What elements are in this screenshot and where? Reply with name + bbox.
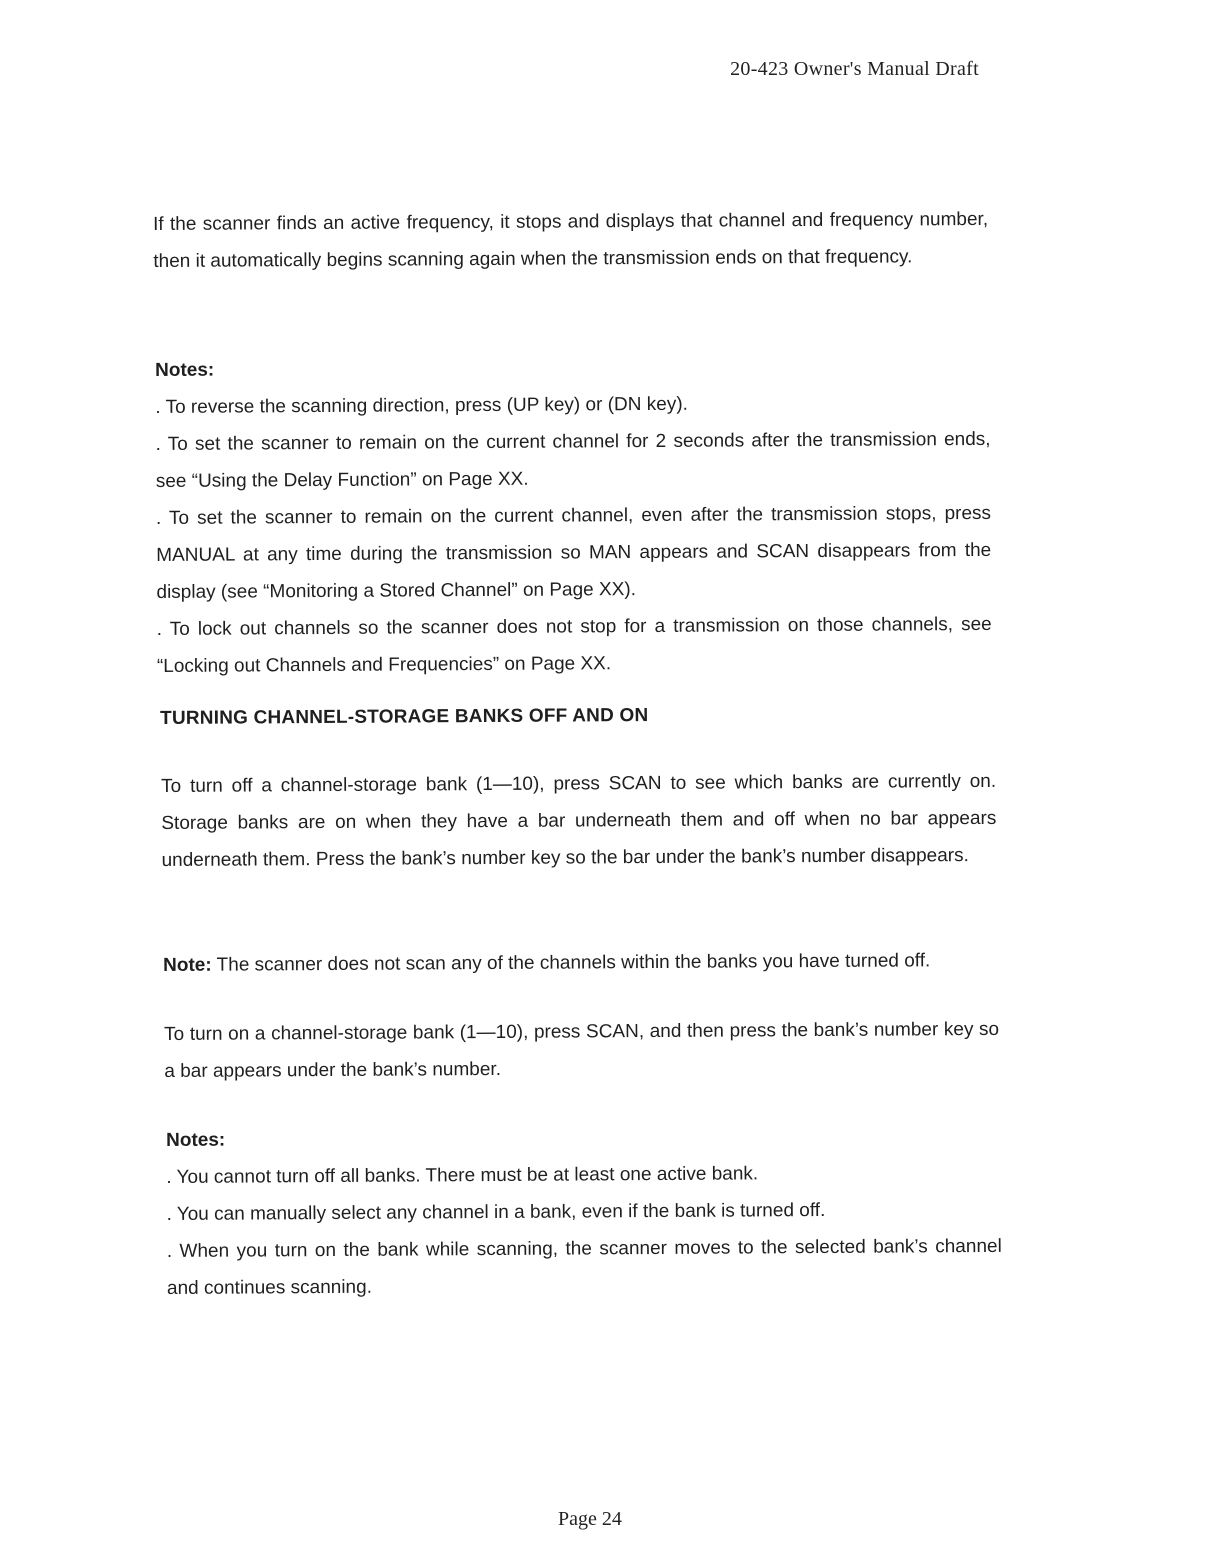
section-heading-container bbox=[160, 695, 995, 737]
turn-on-text: To turn on a channel-storage bank (1—10), press SCAN, and then press the bank’s number key so a bar appears under the bank’s number. bbox=[164, 1018, 1000, 1082]
note-item: . To reverse the scanning direction, press (UP key) or (DN key). bbox=[155, 393, 688, 418]
note-item: . You can manually select any channel in a bank, even if the bank is turned off. bbox=[166, 1199, 826, 1225]
note-text: The scanner does not scan any of the channels within the banks you have turned off. bbox=[211, 950, 931, 976]
notes-section-1 bbox=[155, 347, 992, 685]
note-item: . To set the scanner to remain on the current channel for 2 seconds after the transmission ends, see “Using the Delay Function” on Page XX. bbox=[155, 428, 991, 492]
single-note-paragraph bbox=[163, 942, 998, 984]
note-item: . To lock out channels so the scanner does not stop for a transmission on those channels, see “Locking out Channels and Frequencies” on Page XX. bbox=[156, 613, 992, 677]
turn-off-text: To turn off a channel-storage bank (1—10), press SCAN to see which banks are currently on. Storage banks are on when they have a bar underneath them and off when no bar appears underneath them. Press the bank’s number key so the bar under the bank’s number disappears. bbox=[161, 770, 997, 871]
notes-section-2 bbox=[166, 1117, 1002, 1307]
intro-paragraph bbox=[153, 201, 988, 280]
section-heading: TURNING CHANNEL-STORAGE BANKS OFF AND ON bbox=[160, 705, 649, 729]
notes-title-2: Notes: bbox=[166, 1129, 226, 1151]
page-footer: Page 24 bbox=[558, 1508, 622, 1530]
notes-title-1: Notes: bbox=[155, 359, 215, 381]
note-label: Note: bbox=[163, 954, 212, 976]
intro-text: If the scanner finds an active frequency, it stops and displays that channel and frequency number, then it automatically begins scanning again when the transmission ends on that frequency. bbox=[153, 208, 989, 272]
page-header: 20-423 Owner's Manual Draft bbox=[730, 58, 979, 80]
single-note bbox=[163, 942, 998, 984]
note-item: . To set the scanner to remain on the current channel, even after the transmission stops, press MANUAL at any time during the transmission so MAN appears and SCAN disappears from the display (see “Monitoring a Stored Channel” on Page XX). bbox=[155, 502, 992, 603]
note-item: . When you turn on the bank while scanning, the scanner moves to the selected bank’s channel and continues scanning. bbox=[166, 1235, 1002, 1299]
turn-off-paragraph bbox=[161, 763, 997, 879]
note-item: . You cannot turn off all banks. There must be at least one active bank. bbox=[166, 1163, 759, 1188]
turn-on-paragraph bbox=[164, 1011, 999, 1090]
